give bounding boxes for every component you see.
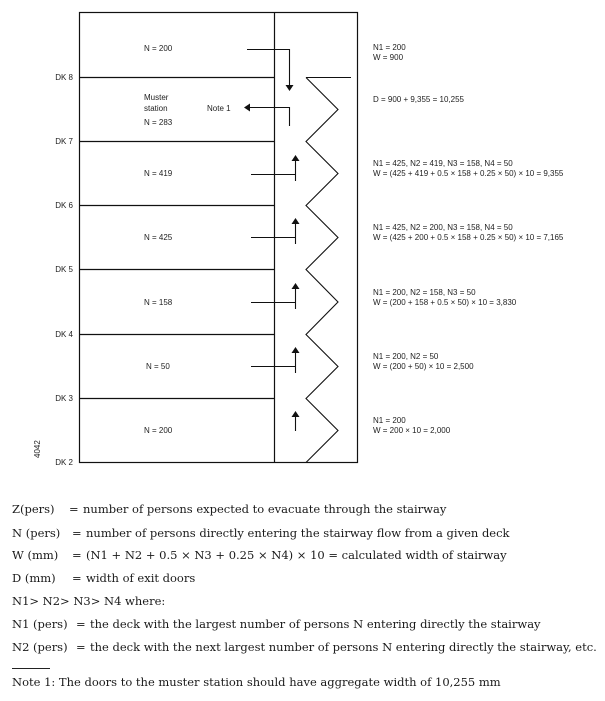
legend-term: D (mm) (12, 571, 56, 585)
deck-label: DK 4 (55, 330, 73, 339)
calc-line: W = (425 + 200 + 0.5 × 158 + 0.25 × 50) × 10 = 7,165 (373, 233, 564, 242)
deck-labels (55, 73, 73, 467)
zone-label: N = 425 (144, 233, 173, 242)
definition-eq: = (76, 640, 86, 654)
legend-eq: = (72, 548, 82, 562)
zone-label: N = 200 (144, 44, 173, 53)
calc-line: W = 200 × 10 = 2,000 (373, 426, 451, 435)
muster-station-label: station (144, 104, 168, 113)
legend-row (12, 526, 510, 540)
footnote-rule (12, 668, 50, 669)
legend-definition: number of persons expected to evacuate through the stairway (83, 502, 447, 516)
legend-eq: = (69, 502, 79, 516)
calc-line: N1 = 425, N2 = 419, N3 = 158, N4 = 50 (373, 159, 513, 168)
zone-label: N = 200 (144, 426, 173, 435)
deck-label: DK 6 (55, 201, 73, 210)
calc-line: N1 = 200 (373, 416, 406, 425)
muster-station-count: N = 283 (144, 118, 173, 127)
definition-text: the deck with the next largest number of persons N entering directly the stairway, etc. (90, 640, 597, 654)
calc-line: W = (200 + 50) × 10 = 2,500 (373, 362, 474, 371)
calc-line: W = (200 + 158 + 0.5 × 50) × 10 = 3,830 (373, 298, 517, 307)
deck-label: DK 7 (55, 137, 73, 146)
deck-label: DK 3 (55, 394, 73, 403)
arrow-left-icon (247, 108, 290, 127)
flow-arrows (247, 50, 296, 432)
legend-row (12, 548, 507, 562)
legend-term: N (pers) (12, 526, 61, 540)
deck-label: DK 8 (55, 73, 73, 82)
deck-label: DK 2 (55, 458, 73, 467)
legend-eq: = (72, 526, 82, 540)
definition-row (12, 640, 597, 654)
muster-station-label: Muster (144, 93, 169, 102)
arrow-down-icon (247, 50, 290, 89)
definition-term: N2 (pers) (12, 640, 68, 654)
calc-line: N1 = 200, N2 = 50 (373, 352, 439, 361)
calc-line: W = (425 + 419 + 0.5 × 158 + 0.25 × 50) × 10 = 9,355 (373, 169, 564, 178)
note-1-label: Note 1 (207, 104, 231, 113)
footnote: Note 1: The doors to the muster station should have aggregate width of 10,255 mm (12, 675, 501, 689)
definition-eq: = (76, 617, 86, 631)
stair-flights (306, 78, 351, 463)
building-frame (80, 13, 358, 463)
calculations (373, 43, 564, 435)
zone-label: N = 419 (144, 169, 173, 178)
stair-zigzag (306, 78, 338, 463)
definition-row (12, 617, 541, 631)
legend-definition: (N1 + N2 + 0.5 × N3 + 0.25 × N4) × 10 = calculated width of stairway (86, 548, 507, 562)
definition-term: N1 (pers) (12, 617, 68, 631)
legend-eq: = (72, 571, 82, 585)
legend-row (12, 571, 195, 585)
legend-row (12, 502, 446, 516)
legend-term: W (mm) (12, 548, 59, 562)
door-width-calc: D = 900 + 9,355 = 10,255 (373, 95, 464, 104)
calc-line: N1 = 200, N2 = 158, N3 = 50 (373, 288, 476, 297)
legend-term: Z(pers) (12, 502, 55, 516)
definition-text: the deck with the largest number of persons N entering directly the stairway (90, 617, 541, 631)
deck-lines (79, 78, 274, 399)
calc-line: N1 = 200 (373, 43, 406, 52)
deck-label: DK 5 (55, 265, 73, 274)
figure-code: 4042 (33, 440, 42, 458)
ordering-statement: N1> N2> N3> N4 where: (12, 594, 166, 608)
zone-label: N = 50 (146, 362, 170, 371)
zone-label: N = 158 (144, 298, 173, 307)
legend-definition: number of persons directly entering the stairway flow from a given deck (86, 526, 510, 540)
legend-definition: width of exit doors (86, 571, 196, 585)
calc-line: N1 = 425, N2 = 200, N3 = 158, N4 = 50 (373, 223, 513, 232)
calc-line: W = 900 (373, 53, 404, 62)
